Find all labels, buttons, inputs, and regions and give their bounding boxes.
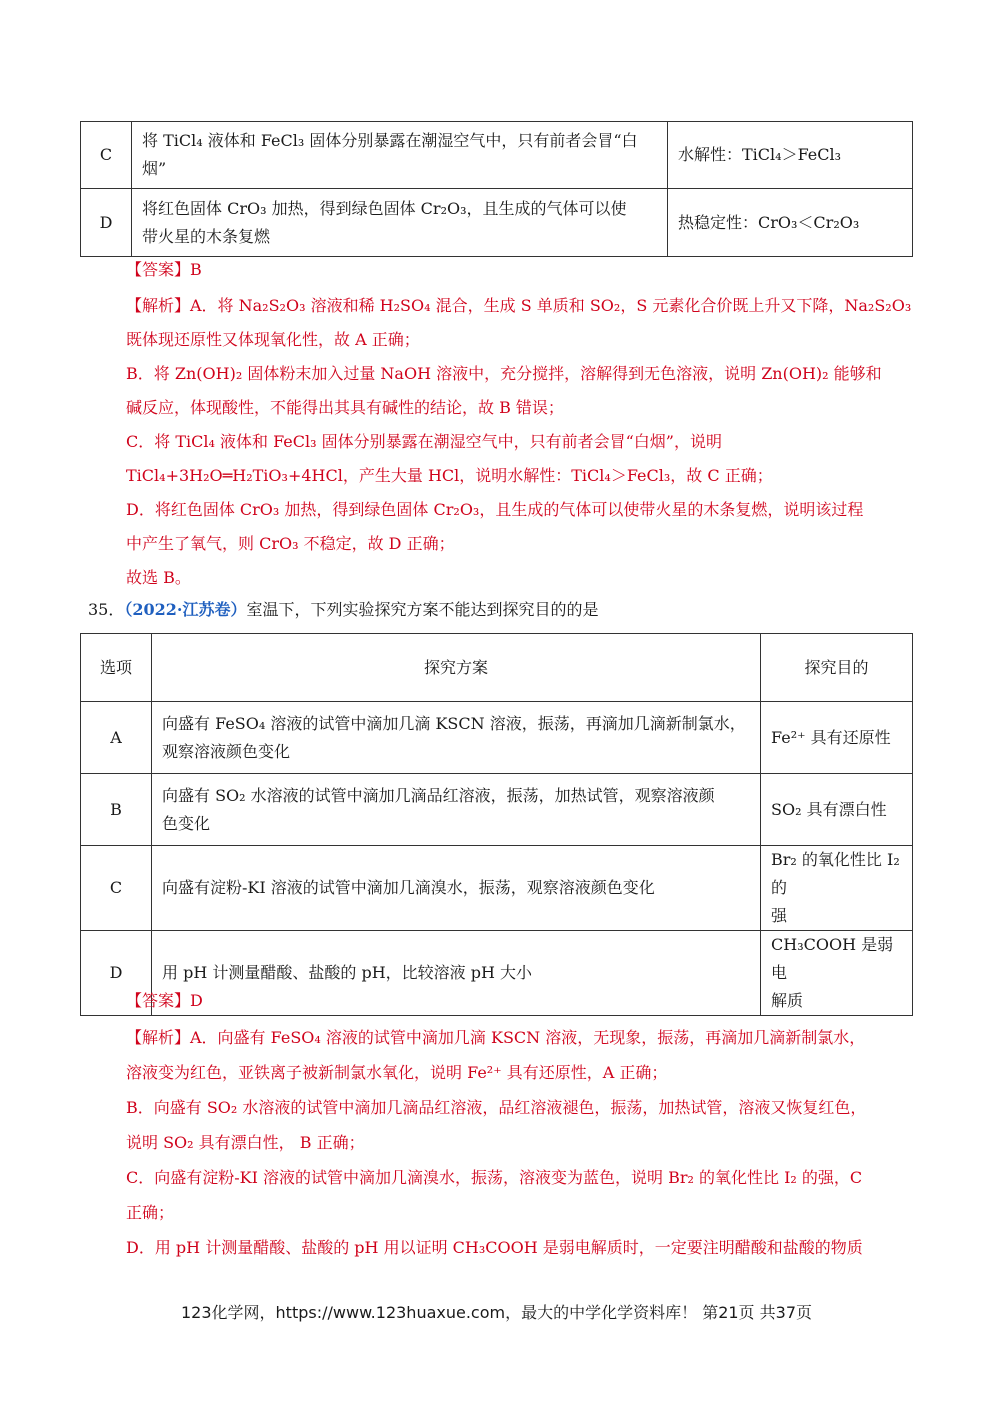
goal-line: Br₂ 的氧化性比 I₂ 的 <box>771 850 900 897</box>
analysis-line: 正确； <box>126 1203 175 1222</box>
goal-cell: 热稳定性：CrO₃＜Cr₂O₃ <box>668 189 913 257</box>
analysis-line: C．将 TiCl₄ 液体和 FeCl₃ 固体分别暴露在潮湿空气中，只有前者会冒“白烟”，说明 <box>126 432 722 451</box>
option-cell: D <box>81 189 132 257</box>
table-row <box>81 774 913 846</box>
table-row <box>81 931 913 1016</box>
answer-label: 【答案】D <box>126 991 203 1010</box>
analysis-line: C．向盛有淀粉-KI 溶液的试管中滴加几滴溴水，振荡，溶液变为蓝色，说明 Br₂ 的氧化性比 I₂ 的强，C <box>126 1168 863 1187</box>
answer-label: 【答案】B <box>126 260 202 279</box>
goal-line: SO₂ 具有漂白性 <box>771 799 887 819</box>
table-row <box>81 846 913 931</box>
plan-line: 烟” <box>142 159 167 178</box>
option-cell: C <box>81 846 152 931</box>
header-goal: 探究目的 <box>761 634 913 702</box>
goal-cell <box>761 846 913 931</box>
option-cell: D <box>81 931 152 1016</box>
question-source: （2022·江苏卷） <box>124 600 247 619</box>
table-row <box>81 189 913 257</box>
goal-cell <box>761 931 913 1016</box>
analysis-line: 【解析】A．向盛有 FeSO₄ 溶液的试管中滴加几滴 KSCN 溶液，无现象，振荡，再滴加几滴新制氯水， <box>126 1028 866 1047</box>
plan-line: 向盛有淀粉-KI 溶液的试管中滴加几滴溴水，振荡，观察溶液颜色变化 <box>162 878 655 897</box>
analysis-line: D．将红色固体 CrO₃ 加热，得到绿色固体 Cr₂O₃，且生成的气体可以使带火星的木条复燃，说明该过程 <box>126 500 864 519</box>
table-header-row <box>81 634 913 702</box>
question-text: 室温下，下列实验探究方案不能达到探究目的的是 <box>246 600 599 619</box>
plan-line: 将 TiCl₄ 液体和 FeCl₃ 固体分别暴露在潮湿空气中，只有前者会冒“白 <box>142 131 638 150</box>
analysis-line: 说明 SO₂ 具有漂白性， B 正确； <box>126 1133 365 1152</box>
plan-line: 将红色固体 CrO₃ 加热，得到绿色固体 Cr₂O₃，且生成的气体可以使 <box>142 198 627 218</box>
goal-line: CH₃COOH 是弱电 <box>771 935 894 982</box>
goal-cell <box>761 774 913 846</box>
plan-cell <box>132 189 668 257</box>
plan-cell <box>152 774 761 846</box>
analysis-line: B．向盛有 SO₂ 水溶液的试管中滴加几滴品红溶液，品红溶液褪色，振荡，加热试管，溶液又恢复红色， <box>126 1098 867 1117</box>
analysis-line: B．将 Zn(OH)₂ 固体粉末加入过量 NaOH 溶液中，充分搅拌，溶解得到无色溶液，说明 Zn(OH)₂ 能够和 <box>126 364 882 383</box>
option-cell: C <box>81 122 132 189</box>
analysis-block <box>126 292 916 598</box>
plan-cell <box>152 931 761 1016</box>
analysis-line: 碱反应，体现酸性，不能得出其具有碱性的结论，故 B 错误； <box>126 398 564 417</box>
goal-cell <box>761 702 913 774</box>
analysis-line: 既体现还原性又体现氧化性，故 A 正确； <box>126 330 420 349</box>
plan-line: 色变化 <box>162 813 211 833</box>
goal-line: Fe²⁺ 具有还原性 <box>771 727 891 747</box>
question-number: 35． <box>88 600 125 619</box>
table-row <box>81 122 913 189</box>
analysis-line: 故选 B。 <box>126 568 191 587</box>
plan-line: 带火星的木条复燃 <box>142 226 271 246</box>
header-plan: 探究方案 <box>152 634 761 702</box>
header-option: 选项 <box>81 634 152 702</box>
question-stem <box>88 596 599 624</box>
option-cell: B <box>81 774 152 846</box>
analysis-block <box>126 1024 916 1269</box>
plan-line: 观察溶液颜色变化 <box>162 741 291 761</box>
plan-line: 用 pH 计测量醋酸、盐酸的 pH，比较溶液 pH 大小 <box>162 963 533 982</box>
plan-line: 向盛有 SO₂ 水溶液的试管中滴加几滴品红溶液，振荡，加热试管，观察溶液颜 <box>162 785 715 805</box>
analysis-line: TiCl₄+3H₂O═H₂TiO₃+4HCl，产生大量 HCl，说明水解性：TiCl₄＞FeCl₃，故 C 正确； <box>126 466 773 485</box>
analysis-line: 中产生了氧气，则 CrO₃ 不稳定，故 D 正确； <box>126 534 455 553</box>
plan-cell <box>152 702 761 774</box>
table-row <box>81 702 913 774</box>
plan-cell <box>152 846 761 931</box>
goal-cell: 水解性：TiCl₄＞FeCl₃ <box>668 122 913 189</box>
plan-cell <box>132 122 668 189</box>
option-cell: A <box>81 702 152 774</box>
plan-line: 向盛有 FeSO₄ 溶液的试管中滴加几滴 KSCN 溶液，振荡，再滴加几滴新制氯水， <box>162 713 746 733</box>
page-footer: 123化学网，https://www.123huaxue.com，最大的中学化学资料库！ 第21页 共37页 <box>181 1303 812 1322</box>
analysis-line: 【解析】A．将 Na₂S₂O₃ 溶液和稀 H₂SO₄ 混合，生成 S 单质和 SO₂，S 元素化合价既上升又下降，Na₂S₂O₃ <box>126 296 912 315</box>
analysis-line: 溶液变为红色，亚铁离子被新制氯水氧化，说明 Fe²⁺ 具有还原性，A 正确； <box>126 1063 668 1082</box>
table-continued <box>80 121 913 257</box>
goal-line: 解质 <box>771 991 804 1010</box>
analysis-line: D．用 pH 计测量醋酸、盐酸的 pH 用以证明 CH₃COOH 是弱电解质时，一定要注明醋酸和盐酸的物质 <box>126 1238 863 1257</box>
experiment-table <box>80 633 913 1016</box>
goal-line: 强 <box>771 906 788 925</box>
